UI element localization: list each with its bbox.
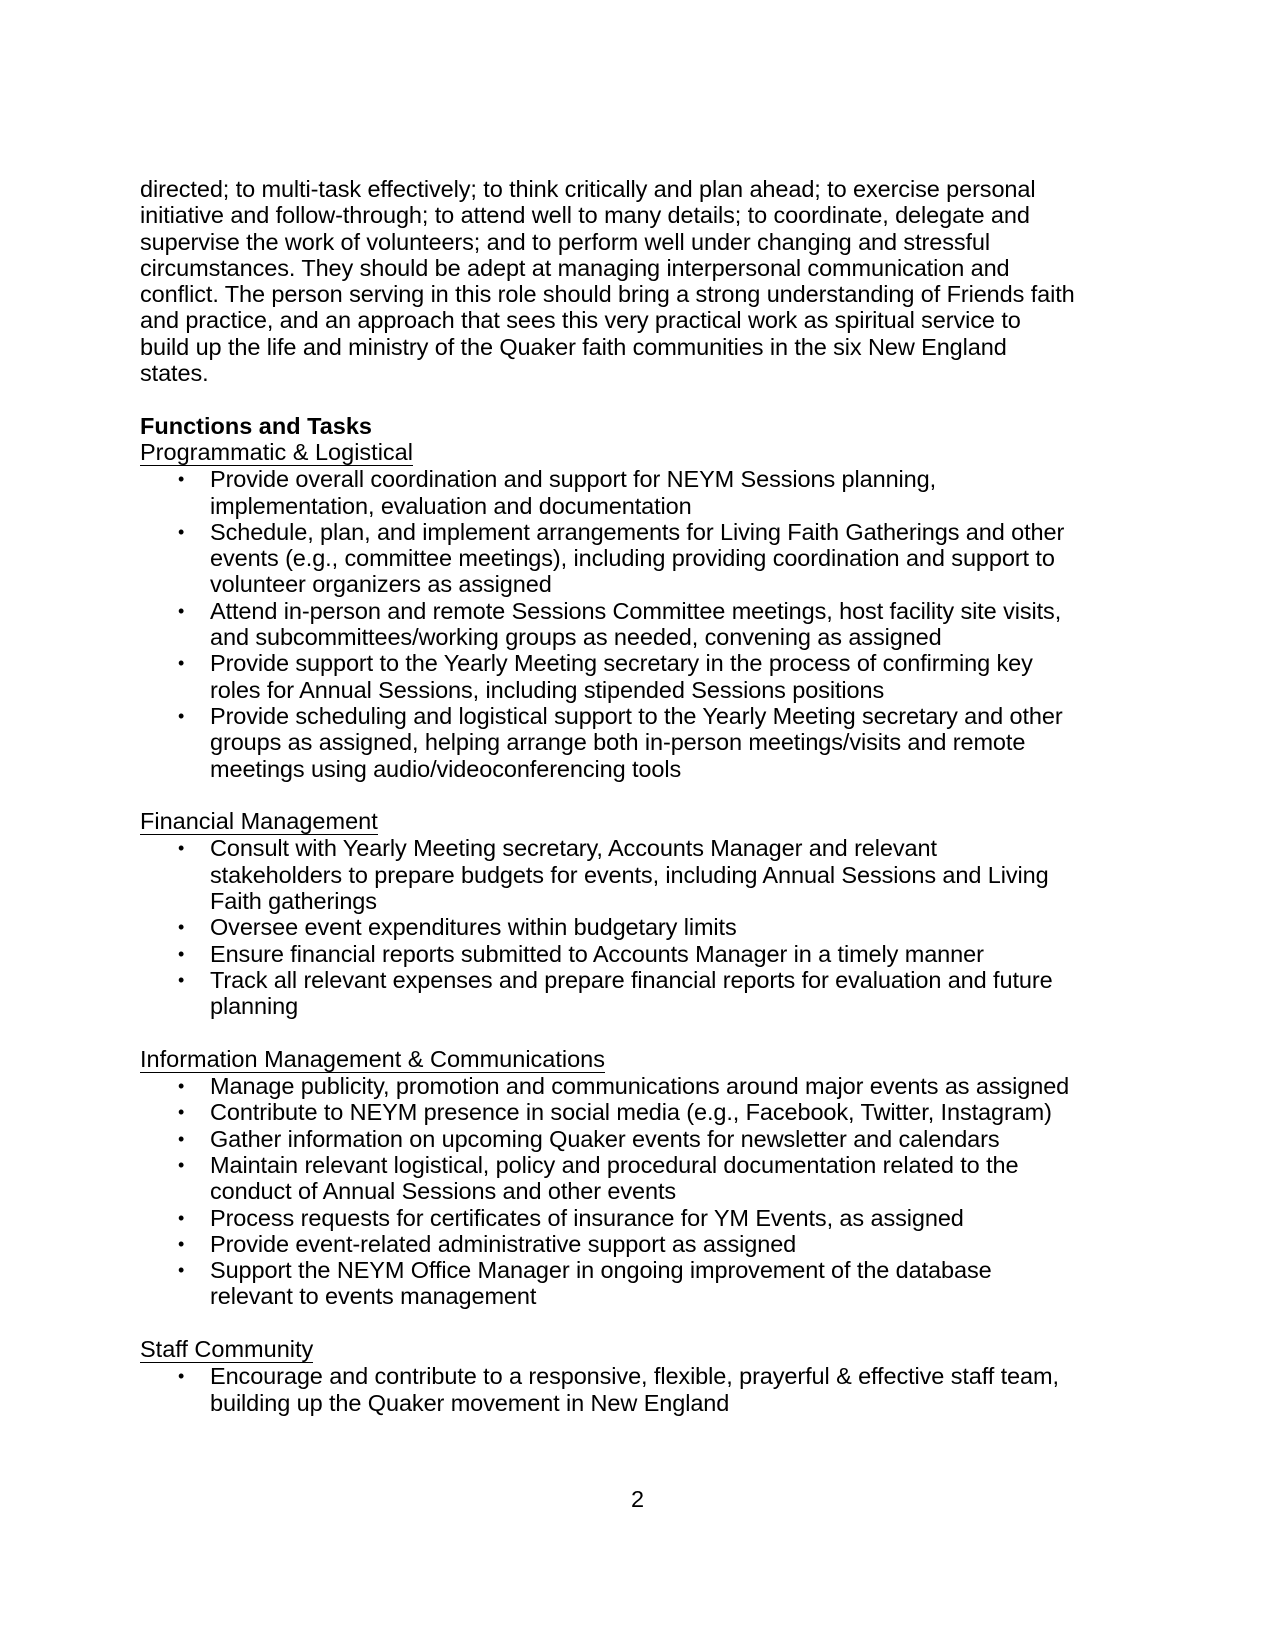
section-spacer (140, 1310, 1075, 1336)
list-item-text: Provide support to the Yearly Meeting secretary in the process of confirming key roles for Annual Sessions, including stipended Sessions positions (210, 650, 1033, 703)
list-item-text: Contribute to NEYM presence in social media (e.g., Facebook, Twitter, Instagram) (210, 1099, 1052, 1126)
bullet-icon: • (178, 469, 185, 490)
section (140, 439, 1075, 808)
list-item (140, 650, 1075, 703)
section-heading: Staff Community (140, 1336, 314, 1363)
list-item-text: Consult with Yearly Meeting secretary, Accounts Manager and relevant stakeholders to prepare budgets for events, including Annual Sessions and Living Faith gatherings (210, 835, 1049, 915)
list-item (140, 519, 1075, 598)
list-item (140, 1152, 1075, 1205)
page-number: 2 (630, 1486, 645, 1512)
bullet-icon: • (178, 1366, 185, 1387)
bullet-icon: • (178, 943, 185, 964)
list-item-text: Encourage and contribute to a responsive, flexible, prayerful & effective staff team, building up the Quaker movement in New England (210, 1363, 1059, 1416)
bullet-list (140, 835, 1075, 1019)
intro-paragraph: directed; to multi-task effectively; to think critically and plan ahead; to exercise personal initiative and follow-through; to attend well to many details; to coordinate, delegate and supervise the work of volunteers; and to perform well under changing and stressful circumstances. They should be adept at managing interpersonal communication and conflict. The person serving in this role should bring a strong understanding of Friends faith and practice, and an approach that sees this very practical work as spiritual service to build up the life and ministry of the Quaker faith communities in the six New England states. (140, 176, 1075, 387)
section-heading: Programmatic & Logistical (140, 438, 413, 465)
bullet-list (140, 1073, 1075, 1310)
bullet-list (140, 1363, 1075, 1416)
list-item-text: Schedule, plan, and implement arrangements for Living Faith Gatherings and other events (e.g., committee meetings), including providing coordination and support to volunteer organizers as assigned (210, 518, 1065, 598)
sections-container (140, 439, 1075, 1416)
section (140, 1336, 1075, 1416)
list-item-text: Oversee event expenditures within budgetary limits (210, 914, 737, 941)
section-spacer (140, 782, 1075, 808)
list-item-text: Gather information on upcoming Quaker events for newsletter and calendars (210, 1125, 1000, 1152)
section-heading: Financial Management (140, 808, 378, 835)
section-heading-row (140, 439, 1075, 466)
bullet-icon: • (178, 969, 185, 990)
list-item-text: Ensure financial reports submitted to Accounts Manager in a timely manner (210, 940, 984, 967)
section-heading-row (140, 808, 1075, 835)
section-heading-row (140, 1336, 1075, 1363)
list-item (140, 1363, 1075, 1416)
bullet-icon: • (178, 1260, 185, 1281)
list-item-text: Maintain relevant logistical, policy and procedural documentation related to the conduct of Annual Sessions and other events (210, 1151, 1019, 1205)
section-spacer (140, 1020, 1075, 1046)
bullet-icon: • (178, 1128, 185, 1149)
list-item (140, 598, 1075, 651)
list-item-text: Provide overall coordination and support for NEYM Sessions planning, implementation, evaluation and documentation (210, 466, 937, 519)
bullet-icon: • (178, 917, 185, 938)
bullet-icon: • (178, 600, 185, 621)
bullet-icon: • (178, 653, 185, 674)
list-item (140, 1099, 1075, 1125)
section (140, 1046, 1075, 1336)
page-title: Functions and Tasks (140, 412, 372, 439)
list-item-text: Attend in-person and remote Sessions Committee meetings, host facility site visits, and subcommittees/working groups as needed, convening as assigned (210, 597, 1062, 651)
bullet-icon: • (178, 1233, 185, 1254)
list-item (140, 703, 1075, 782)
list-item (140, 1073, 1075, 1099)
list-item-text: Provide scheduling and logistical support to the Yearly Meeting secretary and other groups as assigned, helping arrange both in-person meetings/visits and remote meetings using audio/videoconferencing tools (210, 702, 1063, 782)
bullet-icon: • (178, 1207, 185, 1228)
list-item-text: Provide event-related administrative support as assigned (210, 1230, 797, 1257)
list-item-text: Track all relevant expenses and prepare financial reports for evaluation and future planning (210, 966, 1053, 1020)
bullet-icon: • (178, 1076, 185, 1097)
bullet-icon: • (178, 1102, 185, 1123)
bullet-list (140, 466, 1075, 782)
list-item (140, 835, 1075, 914)
bullet-icon: • (178, 521, 185, 542)
list-item (140, 941, 1075, 967)
list-item (140, 466, 1075, 519)
list-item (140, 1126, 1075, 1152)
list-item (140, 967, 1075, 1020)
list-item-text: Manage publicity, promotion and communications around major events as assigned (210, 1073, 1070, 1100)
list-item-text: Process requests for certificates of insurance for YM Events, as assigned (210, 1204, 964, 1231)
section-heading-row (140, 1046, 1075, 1073)
list-item (140, 1231, 1075, 1257)
section-heading: Information Management & Communications (140, 1045, 605, 1072)
document-content (140, 176, 1075, 1416)
list-item (140, 914, 1075, 940)
section (140, 808, 1075, 1046)
list-item (140, 1257, 1075, 1310)
paragraph-spacer (140, 386, 1075, 412)
bullet-icon: • (178, 1154, 185, 1175)
list-item (140, 1205, 1075, 1231)
bullet-icon: • (178, 705, 185, 726)
list-item-text: Support the NEYM Office Manager in ongoing improvement of the database relevant to events management (210, 1257, 992, 1310)
bullet-icon: • (178, 838, 185, 859)
